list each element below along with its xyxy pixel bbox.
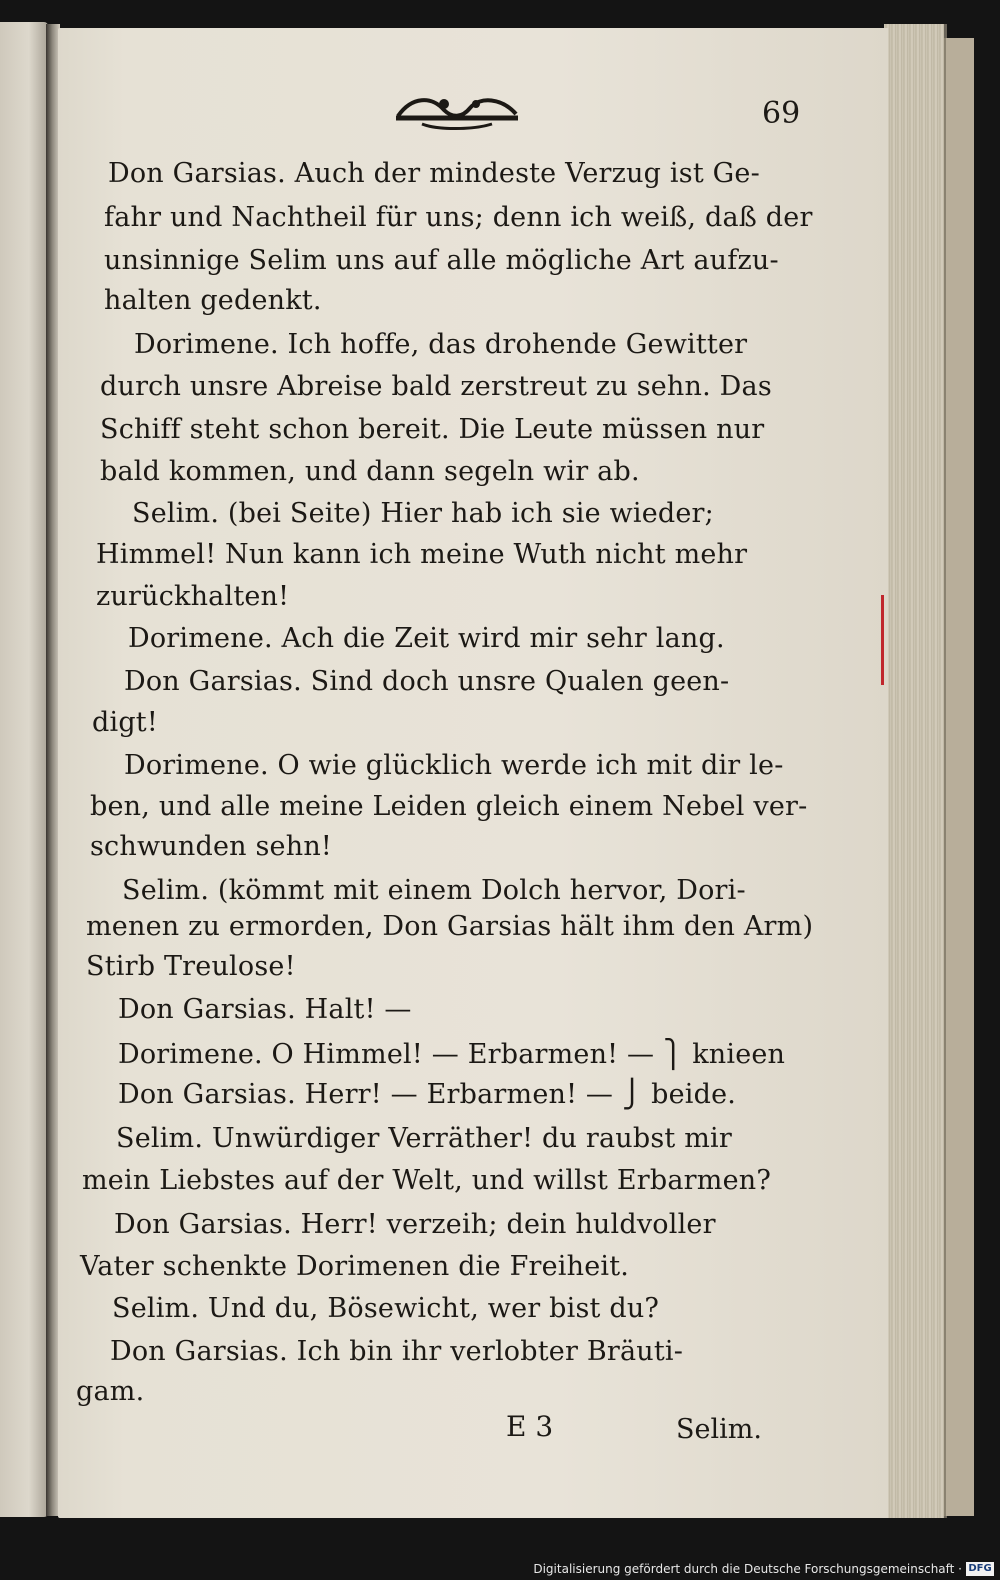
text-line: Don Garsias. Herr! verzeih; dein huldvoller [114, 1209, 716, 1240]
text-line: unsinnige Selim uns auf alle mögliche Art aufzu- [104, 245, 779, 276]
text-line: Vater schenkte Dorimenen die Freiheit. [80, 1251, 630, 1282]
text-line: Dorimene. Ich hoffe, das drohende Gewitter [134, 329, 748, 360]
text-line: ben, und alle meine Leiden gleich einem Nebel ver- [90, 791, 808, 822]
text-line: Don Garsias. Auch der mindeste Verzug ist Ge- [108, 158, 760, 189]
text-line: bald kommen, und dann segeln wir ab. [100, 456, 640, 487]
text-line: menen zu ermorden, Don Garsias hält ihm den Arm) [86, 911, 814, 942]
text-line: Schiff steht schon bereit. Die Leute müssen nur [100, 414, 765, 445]
text-line: durch unsre Abreise bald zerstreut zu sehn. Das [100, 371, 772, 402]
previous-page-edge [0, 22, 48, 1517]
text-line: halten gedenkt. [104, 285, 322, 316]
text-line: Selim. (bei Seite) Hier hab ich sie wieder; [132, 498, 714, 529]
text-line: Don Garsias. Herr! — Erbarmen! — ⎭ beide. [118, 1079, 737, 1110]
text-line: Dorimene. O wie glücklich werde ich mit dir le- [124, 750, 784, 781]
header-ornament-icon [392, 88, 522, 130]
digitization-credit: Digitalisierung gefördert durch die Deutsche Forschungsgemeinschaft · [533, 1562, 962, 1576]
text-line: Dorimene. Ach die Zeit wird mir sehr lang. [128, 623, 725, 654]
text-line: Selim. Unwürdiger Verräther! du raubst mir [116, 1123, 732, 1154]
text-line: Selim. Und du, Bösewicht, wer bist du? [112, 1293, 660, 1324]
text-line: Dorimene. O Himmel! — Erbarmen! — ⎫ knieen [118, 1039, 786, 1070]
text-line: gam. [76, 1376, 145, 1407]
text-line: digt! [92, 707, 158, 738]
text-line: mein Liebstes auf der Welt, und willst Erbarmen? [82, 1165, 772, 1196]
text-line: Don Garsias. Sind doch unsre Qualen geen- [124, 666, 730, 697]
text-line: Stirb Treulose! [86, 951, 296, 982]
page-number: 69 [762, 96, 801, 131]
text-line: Himmel! Nun kann ich meine Wuth nicht mehr [96, 539, 748, 570]
red-bookmark-mark [881, 595, 884, 685]
text-line: schwunden sehn! [90, 831, 332, 862]
dfg-logo: DFG [966, 1562, 994, 1576]
text-line: Don Garsias. Ich bin ihr verlobter Bräuti- [110, 1336, 684, 1367]
text-line: Don Garsias. Halt! — [118, 994, 412, 1025]
page-stack-edge [884, 24, 947, 1518]
catchword: Selim. [676, 1414, 762, 1445]
signature-mark: E 3 [506, 1410, 554, 1443]
text-line: Selim. (kömmt mit einem Dolch hervor, Dori- [122, 875, 746, 906]
text-line: zurückhalten! [96, 581, 290, 612]
book-cover-edge [944, 38, 974, 1516]
text-line: fahr und Nachtheil für uns; denn ich weiß, daß der [104, 202, 813, 233]
